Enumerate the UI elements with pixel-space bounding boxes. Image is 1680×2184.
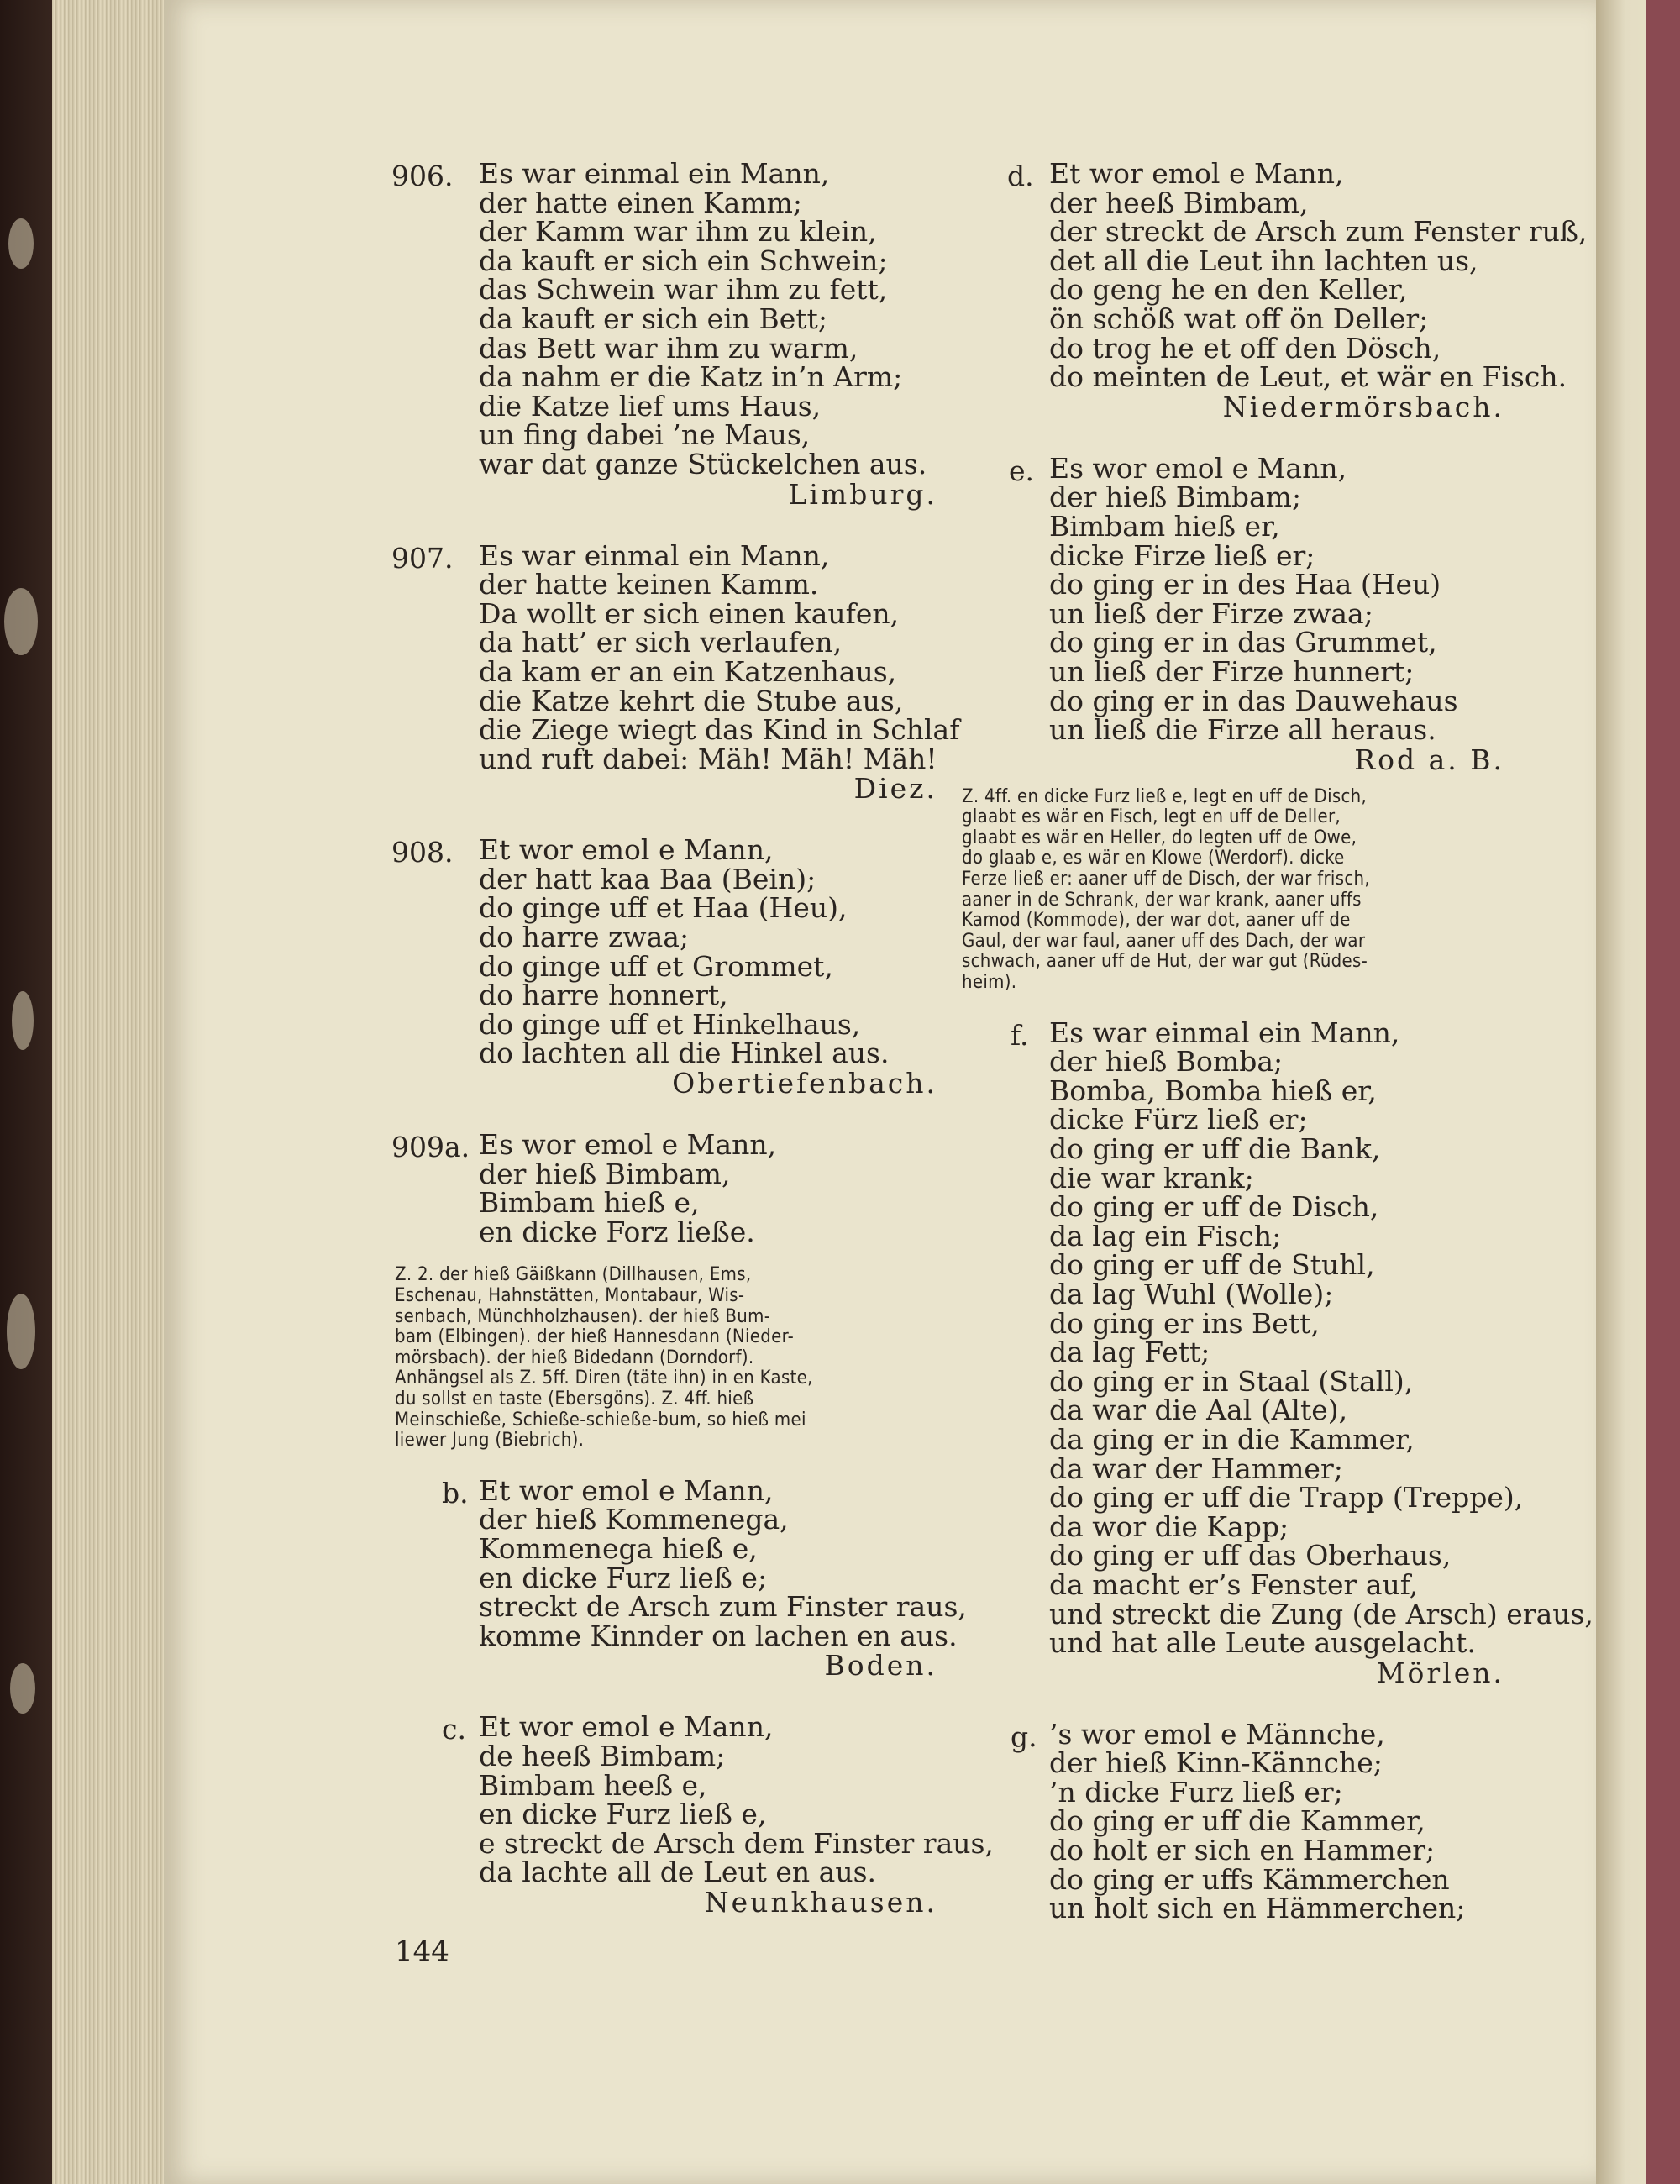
verse-909f xyxy=(1004,1016,1593,1689)
verse-line: der hieß Bomba; xyxy=(1049,1045,1284,1079)
verse-line: komme Kinnder on lachen en aus. xyxy=(479,1619,958,1652)
verse-line: do ging er in Staal (Stall), xyxy=(1049,1364,1414,1398)
verse-line: der hatte einen Kamm; xyxy=(479,186,803,219)
spine-marbling xyxy=(12,991,34,1050)
verse-line: un fing dabei ’ne Maus, xyxy=(479,418,811,452)
verse-line: da lag ein Fisch; xyxy=(1049,1219,1282,1252)
verse-907 xyxy=(391,538,960,806)
note-line: Ferze ließ er: aaner uff de Disch, der war frisch, xyxy=(962,869,1370,890)
note-line: mörsbach). der hieß Bidedann (Dorndorf). xyxy=(395,1347,754,1368)
verse-906 xyxy=(391,157,941,511)
verse-line: do ging er uff die Trapp (Treppe), xyxy=(1049,1481,1524,1515)
verse-line: das Bett war ihm zu warm, xyxy=(479,331,858,365)
verse-line: do ging er in das Dauwehaus xyxy=(1049,684,1458,717)
verse-909b xyxy=(395,1473,967,1683)
verse-line: da wor die Kapp; xyxy=(1049,1509,1289,1543)
verse-number: d. xyxy=(1007,160,1034,192)
verse-line: Es wor emol e Mann, xyxy=(1049,451,1347,485)
verse-line: do ging er uff die Kammer, xyxy=(1049,1804,1425,1838)
verse-line: Et wor emol e Mann, xyxy=(1049,157,1344,190)
verse-line: Bimbam hieß er, xyxy=(1049,509,1280,543)
verse-lines xyxy=(479,538,960,806)
verse-line: der hieß Bimbam, xyxy=(479,1157,731,1190)
verse-lines xyxy=(1049,157,1588,423)
spine-marbling xyxy=(4,588,38,655)
verse-line: do ging er uff das Oberhaus, xyxy=(1049,1539,1452,1572)
verse-line: die Ziege wiegt das Kind in Schlaf xyxy=(479,713,960,747)
verse-lines xyxy=(479,157,941,511)
verse-line: do ginge uff et Hinkelhaus, xyxy=(479,1007,861,1041)
verse-line: do ginge uff et Haa (Heu), xyxy=(479,891,848,925)
verse-line: en dicke Furz ließ e, xyxy=(479,1798,767,1831)
page-number: 144 xyxy=(395,1935,449,1968)
verse-lines xyxy=(479,1128,941,1248)
verse-line: det all die Leut ihn lachten us, xyxy=(1049,244,1478,277)
book-cover-edge xyxy=(1646,0,1680,2184)
verse-line: Bimbam heeß e, xyxy=(479,1768,707,1802)
verse-line: dicke Firze ließ er; xyxy=(1049,538,1315,572)
verse-lines xyxy=(479,1710,994,1919)
verse-line: das Schwein war ihm zu fett, xyxy=(479,273,888,307)
verse-line: Bomba, Bomba hieß er, xyxy=(1049,1074,1377,1107)
verse-909c xyxy=(395,1710,994,1919)
verse-line: ön schöß wat off ön Deller; xyxy=(1049,302,1429,335)
page-edges xyxy=(52,0,170,2184)
verse-line: en dicke Furz ließ e; xyxy=(479,1561,768,1594)
place-name: Obertiefenbach. xyxy=(672,1067,937,1100)
verse-line: Es war einmal ein Mann, xyxy=(1049,1016,1400,1049)
verse-line: do ging er uff die Bank, xyxy=(1049,1132,1381,1165)
verse-number: g. xyxy=(1011,1719,1037,1753)
note-line: liewer Jung (Biebrich). xyxy=(395,1430,585,1452)
verse-908 xyxy=(391,833,941,1100)
note-line: glaabt es wär en Fisch, legt en uff de Deller, xyxy=(962,806,1341,828)
verse-line: do ging er uffs Kämmerchen xyxy=(1049,1862,1450,1896)
note-line: Anhängsel als Z. 5ff. Diren (täte ihn) in en Kaste, xyxy=(395,1368,813,1389)
verse-line: Et wor emol e Mann, xyxy=(479,833,774,867)
verse-line: da lag Fett; xyxy=(1049,1336,1210,1369)
verse-line: do ging er in des Haa (Heu) xyxy=(1049,568,1441,601)
verse-line: do ging er uff de Disch, xyxy=(1049,1190,1379,1224)
verse-line: Es war einmal ein Mann, xyxy=(479,157,830,190)
verse-line: Da wollt er sich einen kaufen, xyxy=(479,596,900,630)
verse-909e xyxy=(1004,451,1508,776)
verse-line: der heeß Bimbam, xyxy=(1049,186,1309,219)
place-name: Boden. xyxy=(824,1649,937,1683)
verse-line: da hatt’ er sich verlaufen, xyxy=(479,626,843,659)
verse-line: und hat alle Leute ausgelacht. xyxy=(1049,1626,1476,1660)
footnote-909e xyxy=(962,787,1508,994)
verse-number: 908. xyxy=(391,836,454,869)
note-line: heim). xyxy=(962,972,1017,994)
verse-number: 909a. xyxy=(391,1131,470,1164)
verse-line: da macht er’s Fenster auf, xyxy=(1049,1567,1419,1601)
verse-line: da ging er in die Kammer, xyxy=(1049,1422,1415,1456)
note-line: glaabt es wär en Heller, do legten uff de Owe, xyxy=(962,827,1357,848)
note-line: du sollst en taste (Ebersgöns). Z. 4ff. hieß xyxy=(395,1388,754,1410)
verse-line: do lachten all die Hinkel aus. xyxy=(479,1037,890,1070)
verse-line: do ging er uff de Stuhl, xyxy=(1049,1248,1375,1282)
note-line: bam (Elbingen). der hieß Hannesdann (Nieder- xyxy=(395,1326,795,1348)
place-name: Rod a. B. xyxy=(1354,743,1504,776)
verse-line: da kauft er sich ein Schwein; xyxy=(479,244,888,277)
verse-line: da war der Hammer; xyxy=(1049,1452,1343,1485)
verse-lines xyxy=(479,833,941,1100)
verse-line: der Kamm war ihm zu klein, xyxy=(479,215,877,249)
verse-line: do holt er sich en Hammer; xyxy=(1049,1834,1436,1867)
note-line: Eschenau, Hahnstätten, Montabaur, Wis- xyxy=(395,1285,745,1306)
verse-line: un holt sich en Hämmerchen; xyxy=(1049,1892,1466,1925)
verse-line: und ruft dabei: Mäh! Mäh! Mäh! xyxy=(479,742,937,775)
verse-lines xyxy=(1049,451,1508,776)
verse-lines xyxy=(479,1473,967,1683)
verse-line: de heeß Bimbam; xyxy=(479,1739,726,1772)
spine-marbling xyxy=(10,1663,35,1714)
verse-line: da war die Aal (Alte), xyxy=(1049,1394,1348,1427)
verse-line: Es wor emol e Mann, xyxy=(479,1128,777,1162)
place-name: Niedermörsbach. xyxy=(1222,390,1504,423)
verse-line: e streckt de Arsch dem Finster raus, xyxy=(479,1826,994,1860)
verse-line: die war krank; xyxy=(1049,1161,1254,1194)
verse-909g xyxy=(1004,1717,1508,1925)
verse-909d xyxy=(1004,157,1588,423)
verse-line: do trog he et off den Dösch, xyxy=(1049,331,1441,365)
verse-line: ’n dicke Furz ließ er; xyxy=(1049,1775,1343,1809)
footnote-909 xyxy=(395,1265,941,1451)
verse-line: da lachte all de Leut en aus. xyxy=(479,1856,877,1889)
verse-line: der hatte keinen Kamm. xyxy=(479,568,819,601)
verse-line: der hieß Bimbam; xyxy=(1049,480,1302,514)
note-line: Meinschieße, Schieße-schieße-bum, so hieß mei xyxy=(395,1409,806,1431)
spine-marbling xyxy=(7,1294,35,1369)
verse-line: Bimbam hieß e, xyxy=(479,1186,700,1220)
verse-line: da kauft er sich ein Bett; xyxy=(479,302,827,335)
verse-line: do ging er ins Bett, xyxy=(1049,1306,1320,1340)
verse-number: f. xyxy=(1011,1018,1029,1052)
place-name: Mörlen. xyxy=(1376,1656,1504,1689)
verse-line: do meinten de Leut, et wär en Fisch. xyxy=(1049,360,1567,394)
right-column xyxy=(962,157,1593,1956)
verse-line: Es war einmal ein Mann, xyxy=(479,538,830,572)
note-line: schwach, aaner uff de Hut, der war gut (Rüdes- xyxy=(962,951,1368,973)
verse-line: do ging er in das Grummet, xyxy=(1049,626,1437,659)
verse-line: do geng he en den Keller, xyxy=(1049,273,1408,307)
verse-line: die Katze lief ums Haus, xyxy=(479,389,822,423)
verse-line: Et wor emol e Mann, xyxy=(479,1710,774,1744)
verse-line: da nahm er die Katz in’n Arm; xyxy=(479,360,903,394)
verse-line: en dicke Forz ließe. xyxy=(479,1215,755,1248)
verse-909a xyxy=(391,1128,941,1248)
verse-line: der hieß Kinn-Kännche; xyxy=(1049,1746,1383,1780)
note-line: Z. 4ff. en dicke Furz ließ e, legt en uff de Disch, xyxy=(962,785,1368,807)
place-name: Diez. xyxy=(853,772,937,806)
verse-number: b. xyxy=(442,1476,469,1509)
verse-line: do harre zwaa; xyxy=(479,921,690,954)
verse-line: ’s wor emol e Männche, xyxy=(1049,1717,1385,1751)
note-line: aaner in de Schrank, der war krank, aaner uffs xyxy=(962,889,1362,911)
verse-line: die Katze kehrt die Stube aus, xyxy=(479,684,904,717)
verse-line: dicke Fürz ließ er; xyxy=(1049,1103,1308,1137)
verse-line: do harre honnert, xyxy=(479,979,728,1012)
verse-line: und streckt die Zung (de Arsch) eraus, xyxy=(1049,1597,1593,1630)
note-line: senbach, Münchholzhausen). der hieß Bum- xyxy=(395,1305,771,1327)
verse-line: war dat ganze Stückelchen aus. xyxy=(479,447,927,480)
verse-line: der streckt de Arsch zum Fenster ruß, xyxy=(1049,215,1588,249)
verse-lines xyxy=(1049,1717,1508,1925)
note-line: Z. 2. der hieß Gäißkann (Dillhausen, Ems, xyxy=(395,1264,752,1286)
place-name: Neunkhausen. xyxy=(704,1885,937,1919)
verse-number: 906. xyxy=(391,160,454,192)
verse-line: un ließ die Firze all heraus. xyxy=(1049,713,1436,747)
verse-line: Kommenega hieß e, xyxy=(479,1531,758,1565)
verse-number: c. xyxy=(442,1713,466,1746)
spine-marbling xyxy=(8,218,34,269)
note-line: Kamod (Kommode), der war dot, aaner uff de xyxy=(962,910,1351,932)
verse-line: der hatt kaa Baa (Bein); xyxy=(479,862,816,895)
verse-lines xyxy=(1049,1016,1593,1689)
verse-line: der hieß Kommenega, xyxy=(479,1503,789,1536)
note-line: do glaab e, es wär en Klowe (Werdorf). dicke xyxy=(962,848,1345,869)
verse-line: da kam er an ein Katzenhaus, xyxy=(479,654,897,688)
verse-line: da lag Wuhl (Wolle); xyxy=(1049,1277,1334,1310)
verse-line: Et wor emol e Mann, xyxy=(479,1473,774,1507)
verse-line: un ließ der Firze zwaa; xyxy=(1049,596,1373,630)
verse-line: streckt de Arsch zum Finster raus, xyxy=(479,1590,967,1624)
verse-line: do ginge uff et Grommet, xyxy=(479,949,833,983)
verse-number: 907. xyxy=(391,541,454,575)
verse-number: e. xyxy=(1009,454,1035,487)
place-name: Limburg. xyxy=(788,477,937,511)
note-line: Gaul, der war faul, aaner uff des Dach, der war xyxy=(962,930,1366,952)
verse-line: un ließ der Firze hunnert; xyxy=(1049,654,1415,688)
